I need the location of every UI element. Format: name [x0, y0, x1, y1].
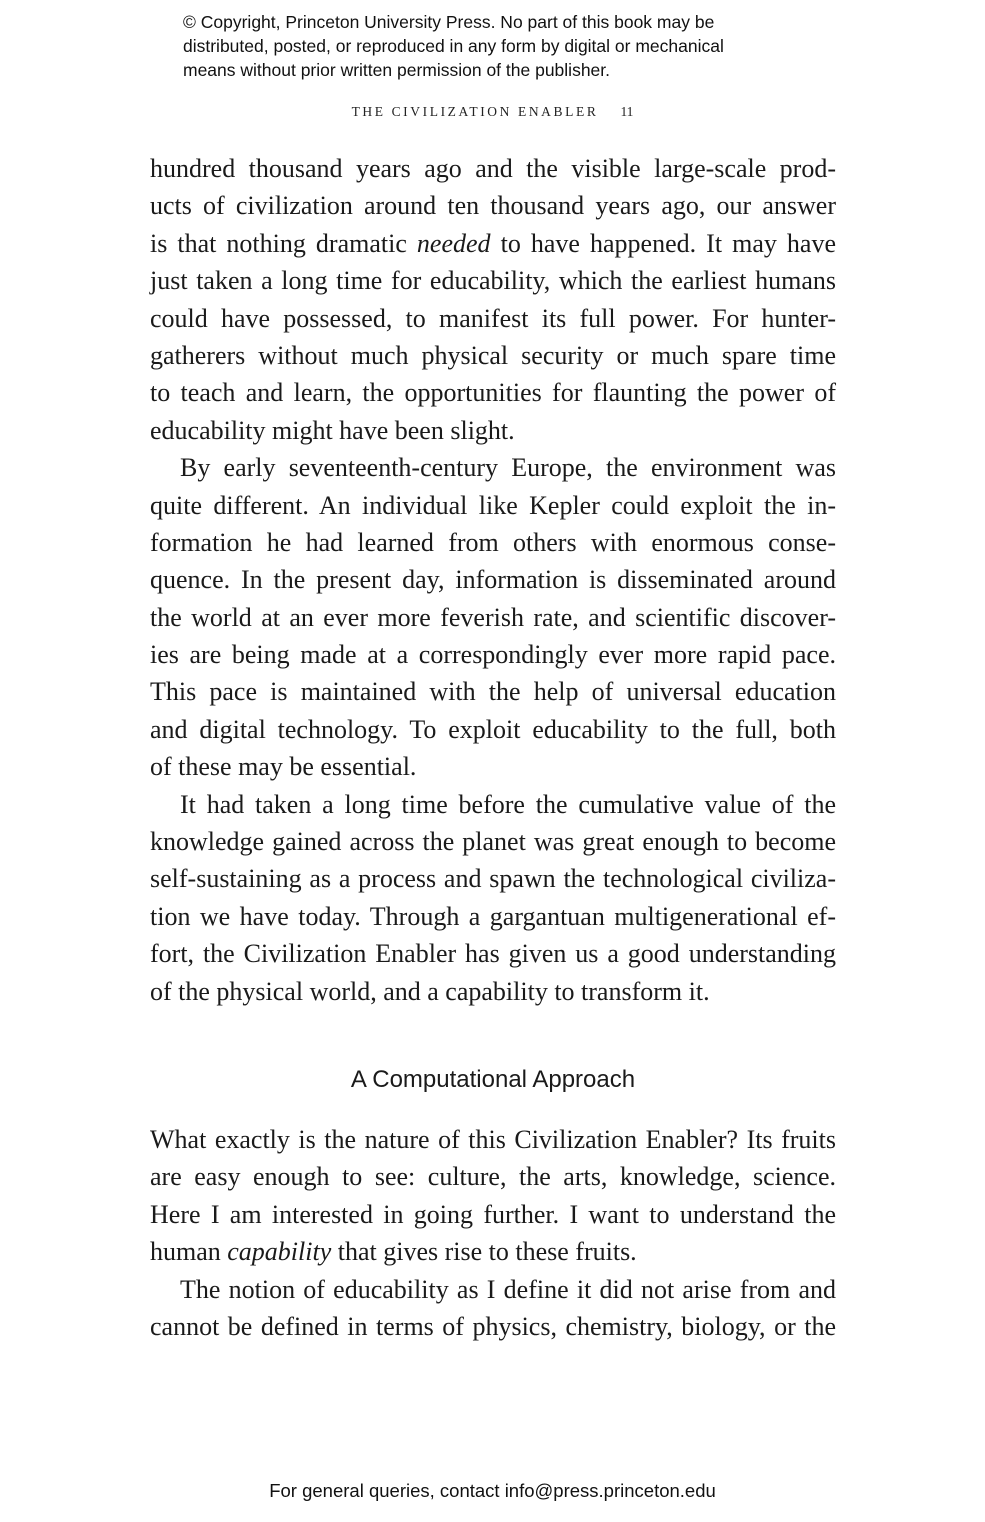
section-text	[150, 1121, 836, 1345]
text-run: human	[150, 1237, 228, 1267]
footer-contact: For general queries, contact info@press.princeton.edu	[269, 1480, 716, 1501]
text-line: ucts of civilization around ten thousand years ago, our answer	[150, 191, 836, 221]
paragraph	[150, 786, 836, 1010]
text-line: By early seventeenth-century Europe, the environment was	[180, 453, 836, 483]
text-line: formation he had learned from others with enormous conse-	[150, 527, 836, 557]
text-line: ies are being made at a correspondingly ever more rapid pace.	[150, 640, 836, 670]
text-line: of the physical world, and a capability to transform it.	[150, 976, 710, 1006]
italic-run: needed	[416, 228, 491, 258]
text-line: just taken a long time for educability, which the earliest humans	[150, 266, 836, 296]
text-line: tion we have today. Through a gargantuan multigenerational ef-	[150, 901, 836, 931]
text-line: quite different. An individual like Kepler could exploit the in-	[150, 490, 836, 520]
text-line: This pace is maintained with the help of universal education	[150, 677, 836, 707]
text-line: cannot be defined in terms of physics, chemistry, biology, or the	[150, 1311, 836, 1341]
text-line: the world at an ever more feverish rate, and scientific discover-	[150, 602, 836, 632]
text-line: fort, the Civilization Enabler has given us a good understanding	[150, 939, 836, 969]
running-head-title: THE CIVILIZATION ENABLER	[351, 104, 599, 119]
text-line: self-sustaining as a process and spawn the technological civiliza-	[150, 864, 836, 894]
text-line: to teach and learn, the opportunities for flaunting the power of	[150, 378, 836, 408]
paragraph	[150, 1271, 836, 1346]
text-line: and digital technology. To exploit educability to the full, both	[150, 714, 836, 744]
text-run: that gives rise to these fruits.	[331, 1237, 637, 1267]
text-run: to have happened. It may have	[490, 228, 836, 258]
page-number: 11	[620, 104, 634, 119]
text-line	[150, 225, 836, 262]
text-line: hundred thousand years ago and the visible large-scale prod-	[150, 154, 836, 183]
text-line: gatherers without much physical security or much spare time	[150, 340, 836, 370]
copyright-line: distributed, posted, or reproduced in any form by digital or mechanical	[183, 36, 724, 56]
text-line: could have possessed, to manifest its full power. For hunter-	[150, 303, 836, 333]
running-head	[0, 104, 985, 120]
body-text	[150, 150, 836, 1010]
text-line	[150, 1233, 836, 1270]
paragraph	[150, 150, 836, 449]
text-line: What exactly is the nature of this Civilization Enabler? Its fruits	[150, 1125, 836, 1154]
copyright-notice	[183, 10, 823, 82]
paragraph	[150, 449, 836, 786]
text-line: Here I am interested in going further. I want to understand the	[150, 1199, 836, 1229]
text-line: knowledge gained across the planet was great enough to become	[150, 827, 836, 857]
copyright-line: © Copyright, Princeton University Press. No part of this book may be	[183, 12, 715, 32]
section-heading: A Computational Approach	[350, 1066, 636, 1093]
text-line: The notion of educability as I define it did not arise from and	[180, 1274, 836, 1304]
text-line: educability might have been slight.	[150, 415, 515, 445]
text-line: quence. In the present day, information is disseminated around	[150, 565, 836, 595]
text-line: are easy enough to see: culture, the arts, knowledge, science.	[150, 1162, 836, 1192]
text-run: is that nothing dramatic	[150, 228, 417, 258]
paragraph	[150, 1121, 836, 1271]
italic-run: capability	[227, 1237, 332, 1267]
copyright-line: means without prior written permission of the publisher.	[183, 60, 611, 80]
text-line: of these may be essential.	[150, 752, 417, 782]
text-line: It had taken a long time before the cumulative value of the	[180, 789, 836, 819]
